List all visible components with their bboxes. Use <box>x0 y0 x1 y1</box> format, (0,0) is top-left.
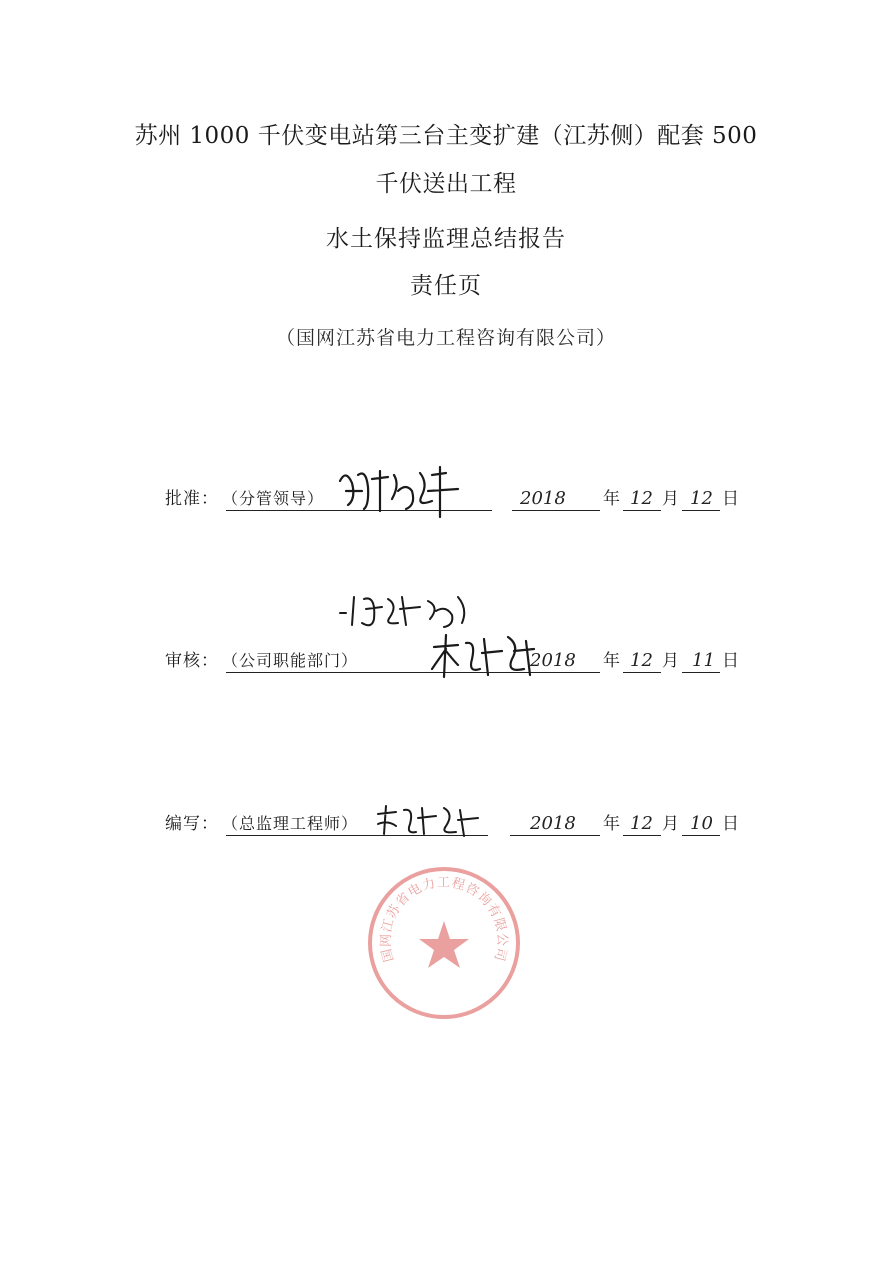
review-handwritten-signature <box>430 629 540 681</box>
write-year-line <box>510 835 600 836</box>
review-row <box>0 637 892 677</box>
review-month: 12 <box>630 650 653 671</box>
year-unit: 年 <box>603 489 620 509</box>
review-label: 审核： <box>165 651 219 671</box>
write-row <box>0 800 892 840</box>
approve-month: 12 <box>630 488 653 509</box>
approve-role: （分管领导） <box>222 489 325 508</box>
year-unit: 年 <box>603 651 620 671</box>
write-handwritten-signature <box>374 800 484 840</box>
day-unit: 日 <box>722 489 739 509</box>
approve-label: 批准： <box>165 489 219 509</box>
approve-day-line <box>682 510 720 511</box>
responsibility-page-heading: 责任页 <box>410 273 482 299</box>
review-day: 11 <box>692 650 715 671</box>
day-unit: 日 <box>722 814 739 834</box>
report-title-line-3: 水土保持监理总结报告 <box>326 226 566 252</box>
review-signature-line <box>226 672 600 673</box>
approve-month-line <box>623 510 661 511</box>
review-role: （公司职能部门） <box>222 651 359 670</box>
month-unit: 月 <box>662 651 679 671</box>
seal-text: 国网江苏省电力工程咨询有限公司 <box>378 875 510 964</box>
approve-row <box>0 475 892 515</box>
day-unit: 日 <box>722 651 739 671</box>
report-title-line-1: 苏州 1000 千伏变电站第三台主变扩建（江苏侧）配套 500 <box>134 123 758 149</box>
write-year: 2018 <box>530 813 576 834</box>
approve-year-line <box>512 510 600 511</box>
write-month: 12 <box>630 813 653 834</box>
month-unit: 月 <box>662 489 679 509</box>
write-day-line <box>682 835 720 836</box>
company-name: （国网江苏省电力工程咨询有限公司） <box>275 327 616 349</box>
write-month-line <box>623 835 661 836</box>
review-day-line <box>682 672 720 673</box>
review-handwritten-signature-top <box>336 589 496 631</box>
write-day: 10 <box>690 813 713 834</box>
month-unit: 月 <box>662 814 679 834</box>
write-role: （总监理工程师） <box>222 814 359 833</box>
write-label: 编写： <box>165 814 219 834</box>
report-title-line-2: 千伏送出工程 <box>375 171 517 197</box>
approve-year: 2018 <box>520 488 566 509</box>
seal-star-icon <box>419 921 469 968</box>
company-seal-stamp <box>364 863 524 1023</box>
review-year: 2018 <box>530 650 576 671</box>
approve-day: 12 <box>690 488 713 509</box>
review-month-line <box>623 672 661 673</box>
year-unit: 年 <box>603 814 620 834</box>
approve-handwritten-signature <box>336 461 466 519</box>
